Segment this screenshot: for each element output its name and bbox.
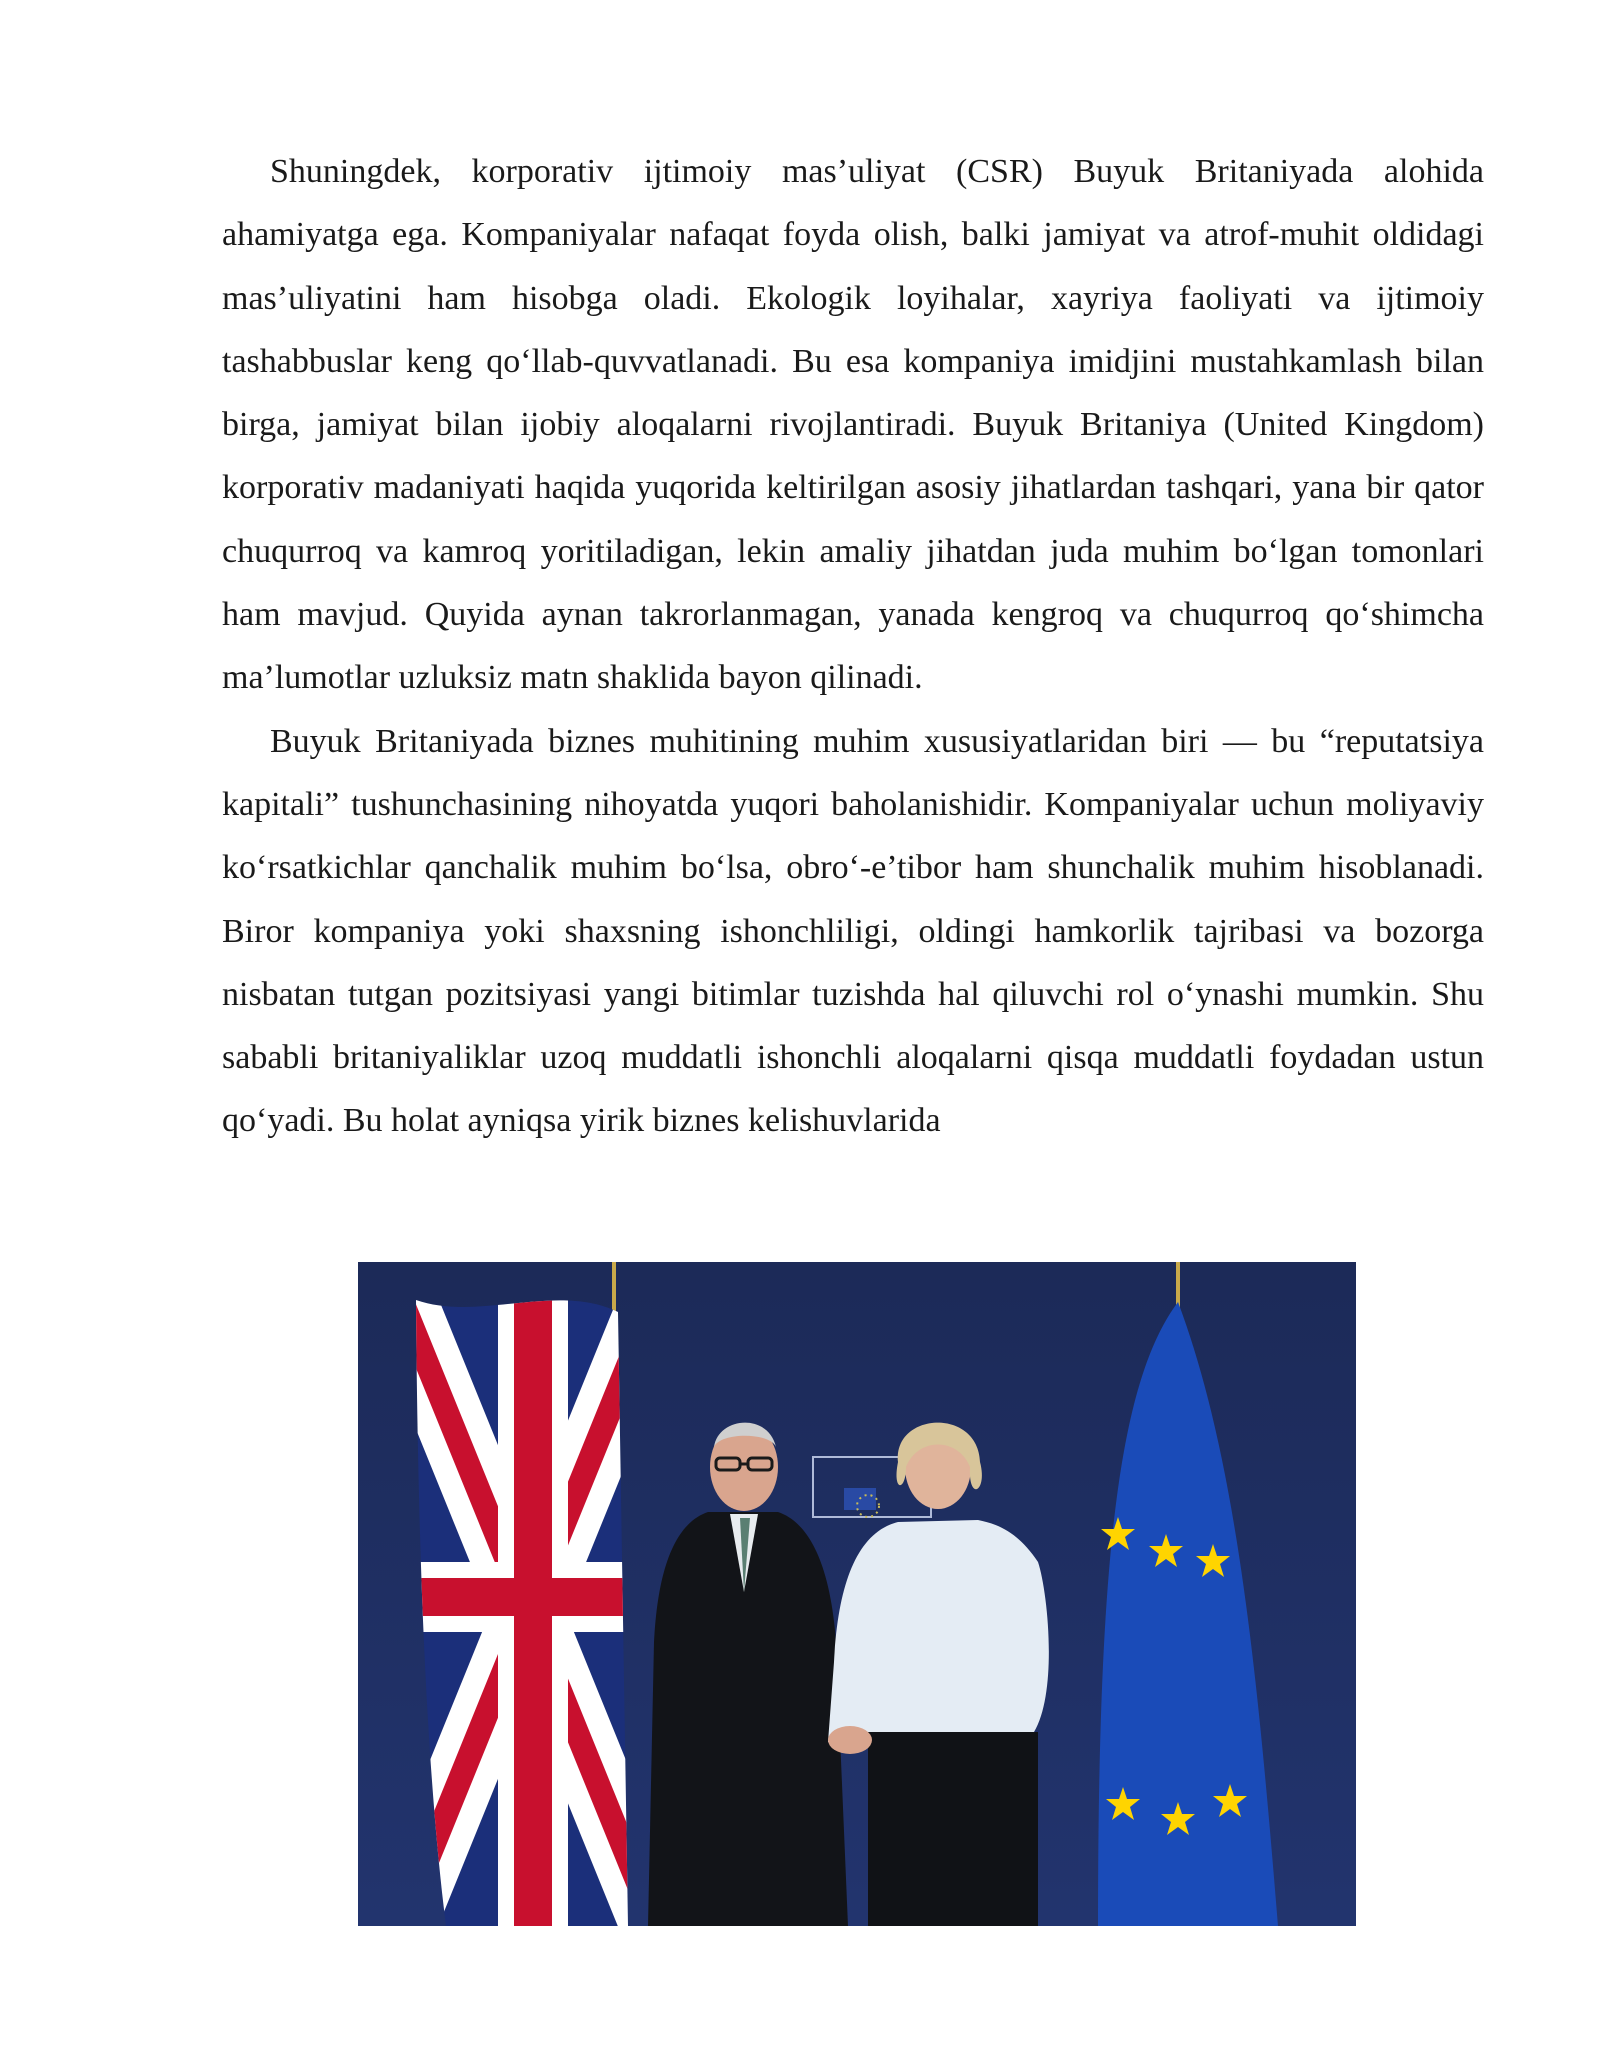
paragraph-csr: Shuningdek, korporativ ijtimoiy mas’uliyat (CSR) Buyuk Britaniyada alohida ahamiyatga ega. Kompaniyalar nafaqat foyda olish, balki jamiyat va atrof-muhit oldidagi mas’uliyatini ham hisobga oladi. Ekologik loyihalar, xayriya faoliyati va ijtimoiy tashabbuslar keng qo‘llab-quvvatlanadi. Bu esa kompaniya imidjini mustahkamlash bilan birga, jamiyat bilan ijobiy aloqalarni rivojlantiradi. Buyuk Britaniya (United Kingdom) korporativ madaniyati haqida yuqorida keltirilgan asosiy jihatlardan tashqari, yana bir qator chuqurroq va kamroq yoritiladigan, lekin amaliy jihatdan juda muhim bo‘lgan tomonlari ham mavjud. Quyida aynan takrorlanmagan, yanada kengroq va chuqurroq qo‘shimcha ma’lumotlar uzluksiz matn shaklida bayon qilinadi. xyxy=(222,153,1484,697)
handshake xyxy=(828,1726,872,1754)
uk-flag xyxy=(398,1292,658,1926)
document-page xyxy=(222,140,1484,1153)
paragraph-reputation-capital: Buyuk Britaniyada biznes muhitining muhim xususiyatlaridan biri — bu “reputatsiya kapitali” tushunchasining nihoyatda yuqori baholanishidir. Kompaniyalar uchun moliyaviy ko‘rsatkichlar qanchalik muhim bo‘lsa, obro‘-e’tibor ham shunchalik muhim hisoblanadi. Biror kompaniya yoki shaxsning ishonchliligi, oldingi hamkorlik tajribasi va bozorga nisbatan tutgan pozitsiyasi yangi bitimlar tuzishda hal qiluvchi rol o‘ynashi mumkin. Shu sababli britaniyaliklar uzoq muddatli ishonchli aloqalarni qisqa muddatli foydadan ustun qo‘yadi. Bu holat ayniqsa yirik biznes kelishuvlarida xyxy=(222,722,1484,1140)
photo-leaders-handshake xyxy=(358,1262,1356,1926)
